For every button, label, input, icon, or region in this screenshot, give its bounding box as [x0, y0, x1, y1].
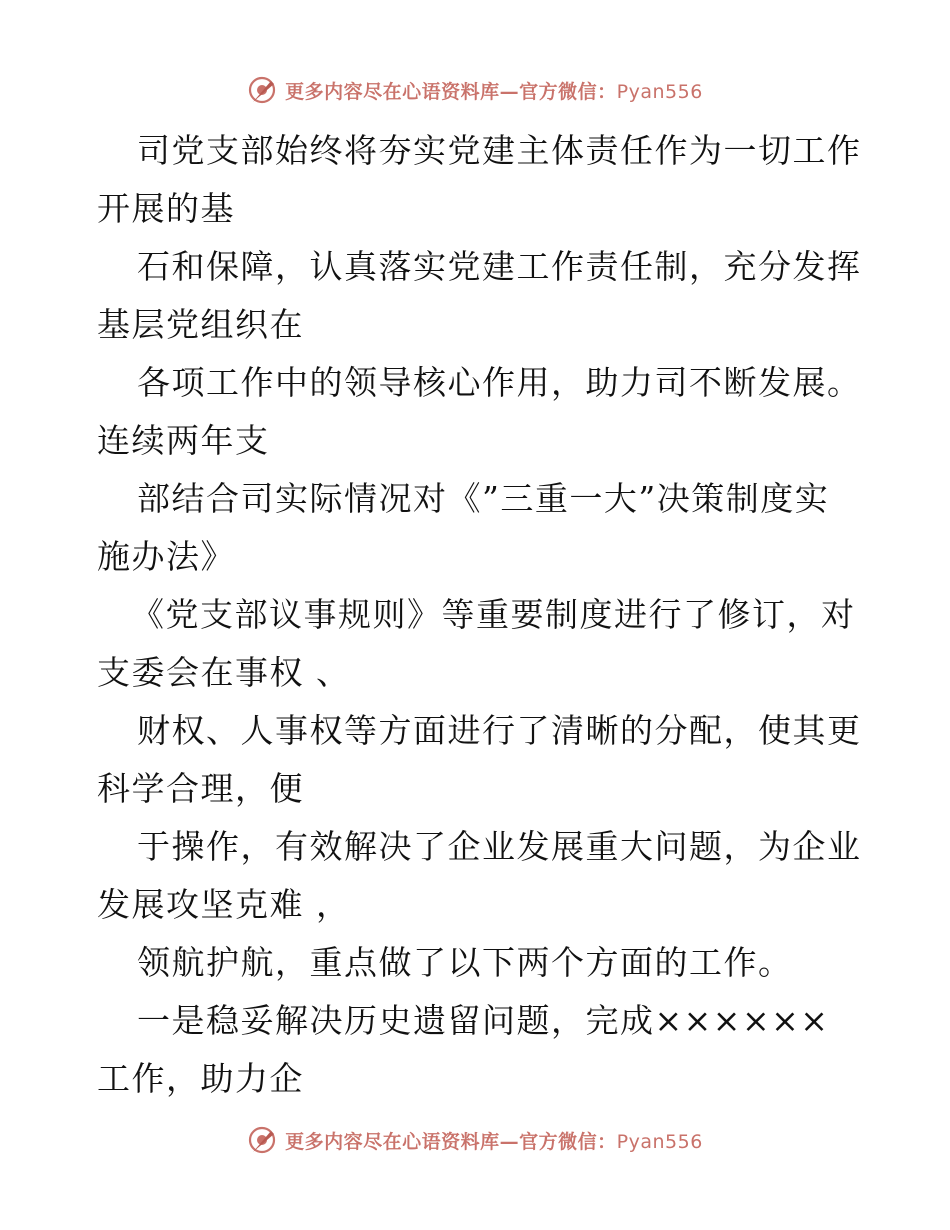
header-banner — [0, 70, 950, 110]
header-banner-cn: 更多内容尽在心语资料库—官方微信： — [285, 80, 617, 103]
body-line-6: 连续两年支 — [97, 421, 270, 460]
footer-banner-wechat-id: Pyan556 — [616, 1130, 703, 1153]
body-line-11: 财权、人事权等方面进行了清晰的分配，使其更 — [137, 711, 862, 750]
body-line-7: 部结合司实际情况对《”三重一大”决策制度实 — [137, 479, 830, 518]
quill-pen-logo-icon — [247, 75, 277, 105]
body-line-8: 施办法》 — [97, 537, 235, 576]
body-line-12: 科学合理，便 — [97, 769, 304, 808]
body-line-9: 《党支部议事规则》等重要制度进行了修订，对 — [131, 595, 856, 634]
body-line-2: 开展的基 — [97, 189, 235, 228]
body-line-1: 司党支部始终将夯实党建主体责任作为一切工作 — [137, 131, 862, 170]
quill-pen-logo-icon — [247, 1125, 277, 1155]
body-line-13: 于操作，有效解决了企业发展重大问题，为企业 — [137, 827, 862, 866]
body-line-10: 支委会在事权 、 — [97, 653, 351, 692]
body-line-16: 一是稳妥解决历史遗留问题，完成×××××× — [137, 1001, 830, 1040]
body-line-17: 工作，助力企 — [97, 1059, 304, 1098]
footer-banner-text — [285, 1127, 703, 1154]
document-body — [97, 122, 862, 1108]
body-line-15: 领航护航，重点做了以下两个方面的工作。 — [137, 943, 793, 982]
body-line-5: 各项工作中的领导核心作用，助力司不断发展。 — [137, 363, 862, 402]
footer-banner-cn: 更多内容尽在心语资料库—官方微信： — [285, 1130, 617, 1153]
footer-banner — [0, 1120, 950, 1160]
header-banner-text — [285, 77, 703, 104]
body-line-4: 基层党组织在 — [97, 305, 304, 344]
body-line-3: 石和保障，认真落实党建工作责任制，充分发挥 — [137, 247, 862, 286]
header-banner-wechat-id: Pyan556 — [616, 80, 703, 103]
body-line-14: 发展攻坚克难 ， — [97, 885, 351, 924]
